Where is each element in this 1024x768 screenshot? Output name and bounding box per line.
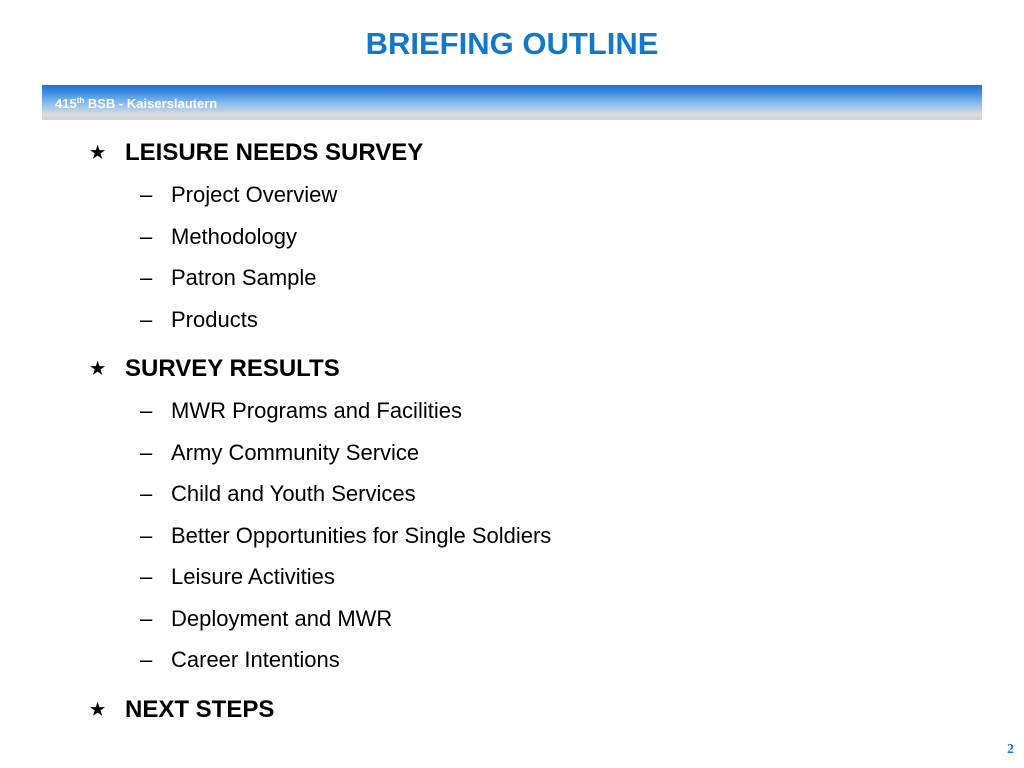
list-item-label: Project Overview <box>171 182 338 207</box>
section-label: NEXT STEPS <box>125 695 275 723</box>
section-label: LEISURE NEEDS SURVEY <box>125 139 424 166</box>
list-item-label: Deployment and MWR <box>171 605 393 631</box>
banner-superscript: th <box>76 96 85 105</box>
list-item-label: Leisure Activities <box>171 564 335 589</box>
page-number: 2 <box>1007 742 1014 757</box>
dash-bullet: – <box>140 398 153 423</box>
dash-bullet: – <box>140 439 153 465</box>
banner-rest: BSB - Kaiserslautern <box>84 96 218 111</box>
list-item-label: Better Opportunities for Single Soldiers <box>171 522 552 548</box>
dash-bullet: – <box>140 265 153 290</box>
banner-label <box>55 96 217 111</box>
list-item-label: Products <box>171 306 258 332</box>
dash-bullet: – <box>140 522 153 548</box>
dash-bullet: – <box>140 564 153 589</box>
dash-bullet: – <box>140 182 153 207</box>
star-bullet-icon: ★ <box>90 143 106 162</box>
dash-bullet: – <box>140 481 153 506</box>
section-label: SURVEY RESULTS <box>125 355 340 382</box>
dash-bullet: – <box>140 223 153 249</box>
list-item-label: Army Community Service <box>171 439 420 465</box>
slide-title: BRIEFING OUTLINE <box>365 26 659 61</box>
dash-bullet: – <box>140 647 153 672</box>
list-item-label: Career Intentions <box>171 647 340 672</box>
star-bullet-icon: ★ <box>90 359 106 378</box>
banner-number: 415 <box>55 96 77 111</box>
list-item-label: MWR Programs and Facilities <box>171 398 462 423</box>
header-banner <box>42 85 982 120</box>
list-item-label: Patron Sample <box>171 265 317 290</box>
star-bullet-icon: ★ <box>90 699 106 719</box>
dash-bullet: – <box>140 605 153 631</box>
list-item-label: Methodology <box>171 223 297 249</box>
list-item-label: Child and Youth Services <box>171 481 416 506</box>
dash-bullet: – <box>140 306 153 332</box>
